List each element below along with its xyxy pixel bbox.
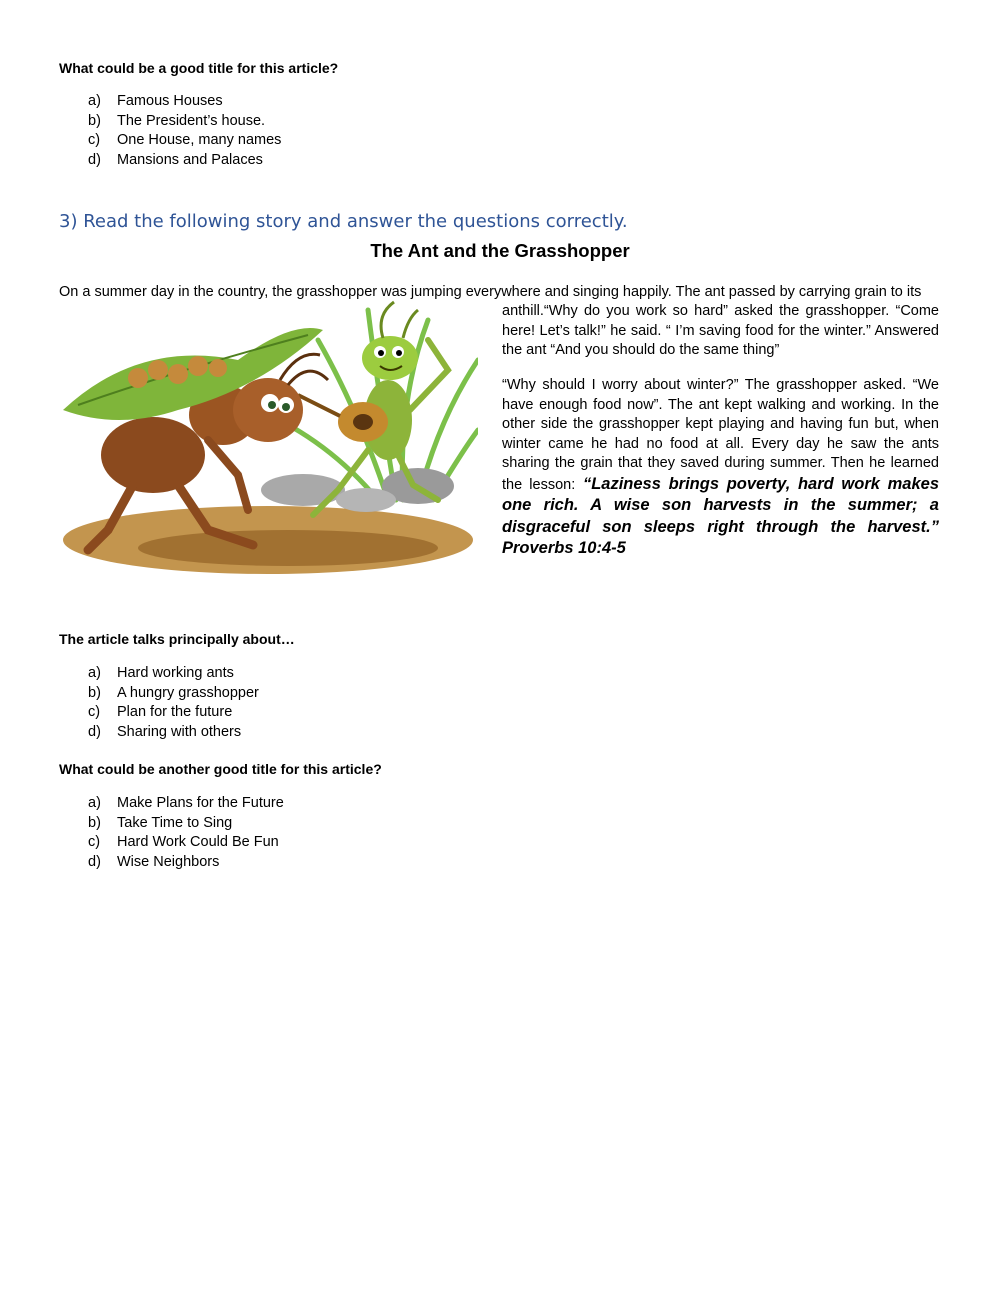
option-item[interactable]: d) Wise Neighbors — [88, 853, 220, 870]
option-item[interactable]: b) A hungry grasshopper — [88, 684, 259, 701]
option-item[interactable]: b) Take Time to Sing — [88, 814, 233, 831]
option-item[interactable]: c) One House, many names — [88, 132, 282, 149]
question-title: What could be a good title for this article? — [59, 60, 339, 76]
option-item[interactable]: d) Mansions and Palaces — [88, 151, 263, 168]
story-paragraph-2-text: “Why should I worry about winter?” The grasshopper asked. “We have enough food now”. The ant kept walking and working. In the other side the grasshopper kept playing and having fun but, when winter came he had no food at all. Every day he saw the ants sharing the grain that they saved during summer. Then he learned the lesson: — [502, 377, 939, 493]
ant-grasshopper-illustration — [58, 300, 478, 580]
story-title: The Ant and the Grasshopper — [370, 240, 630, 261]
proverb-quote: “Laziness brings poverty, hard work makes one rich. A wise son harvests in the summer; a disgraceful son sleeps right through the harvest.” Proverbs 10:4-5 — [502, 474, 939, 557]
section-heading: 3) Read the following story and answer the questions correctly. — [59, 211, 628, 232]
question-title: The article talks principally about… — [59, 631, 295, 647]
option-list — [88, 92, 281, 170]
option-item[interactable]: a) Famous Houses — [88, 93, 223, 109]
story-paragraph-1: anthill.“Why do you work so hard” asked the grasshopper. “Come here! Let’s talk!” he said. “ I’m saving food for the winter.” Answered the ant “And you should do the same thing” — [502, 303, 939, 358]
option-item[interactable]: a) Hard working ants — [88, 665, 234, 681]
question-title: What could be another good title for this article? — [59, 761, 382, 777]
story-first-line: On a summer day in the country, the grasshopper was jumping everywhere and singing happily. The ant passed by carrying grain to its — [59, 284, 922, 300]
option-item[interactable]: b) The President’s house. — [88, 112, 266, 129]
option-item[interactable]: d) Sharing with others — [88, 723, 242, 740]
option-item[interactable]: c) Plan for the future — [88, 704, 233, 721]
option-list — [88, 794, 284, 872]
story-paragraph-2 — [502, 376, 939, 560]
option-item[interactable]: c) Hard Work Could Be Fun — [88, 834, 279, 851]
option-item[interactable]: a) Make Plans for the Future — [88, 795, 284, 811]
option-list — [88, 664, 259, 742]
